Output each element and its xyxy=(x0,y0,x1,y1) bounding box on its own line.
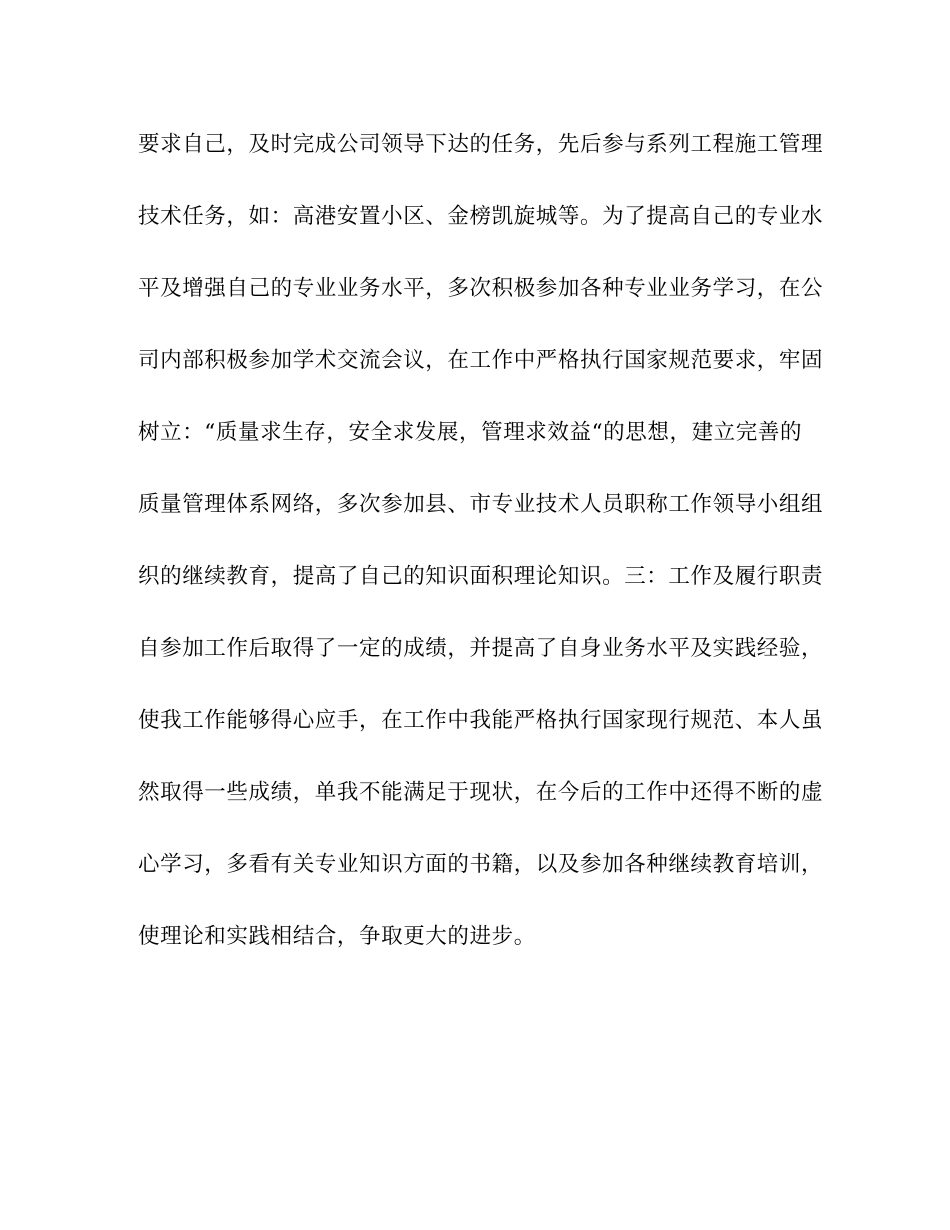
text-line-4: 司内部积极参加学术交流会议，在工作中严格执行国家规范要求，牢固 xyxy=(138,348,824,373)
document-body xyxy=(138,121,828,985)
text-line-3: 平及增强自己的专业业务水平，多次积极参加各种专业业务学习，在公 xyxy=(138,276,824,301)
text-line-7: 织的继续教育，提高了自己的知识面积理论知识。三：工作及履行职责 xyxy=(138,564,824,589)
text-line-12: 使理论和实践相结合，争取更大的进步。 xyxy=(138,924,536,949)
text-line-5: 树立：“质量求生存，安全求发展，管理求效益“的思想，建立完善的 xyxy=(138,420,803,445)
text-line-8: 自参加工作后取得了一定的成绩，并提高了自身业务水平及实践经验， xyxy=(138,636,824,661)
text-line-1: 要求自己，及时完成公司领导下达的任务，先后参与系列工程施工管理 xyxy=(138,132,824,157)
text-line-11: 心学习，多看有关专业知识方面的书籍，以及参加各种继续教育培训， xyxy=(138,852,824,877)
text-line-6: 质量管理体系网络，多次参加县、市专业技术人员职称工作领导小组组 xyxy=(138,492,824,517)
text-line-9: 使我工作能够得心应手，在工作中我能严格执行国家现行规范、本人虽 xyxy=(138,708,824,733)
text-line-10: 然取得一些成绩，单我不能满足于现状，在今后的工作中还得不断的虚 xyxy=(138,780,824,805)
text-line-2: 技术任务，如：高港安置小区、金榜凯旋城等。为了提高自己的专业水 xyxy=(138,204,824,229)
